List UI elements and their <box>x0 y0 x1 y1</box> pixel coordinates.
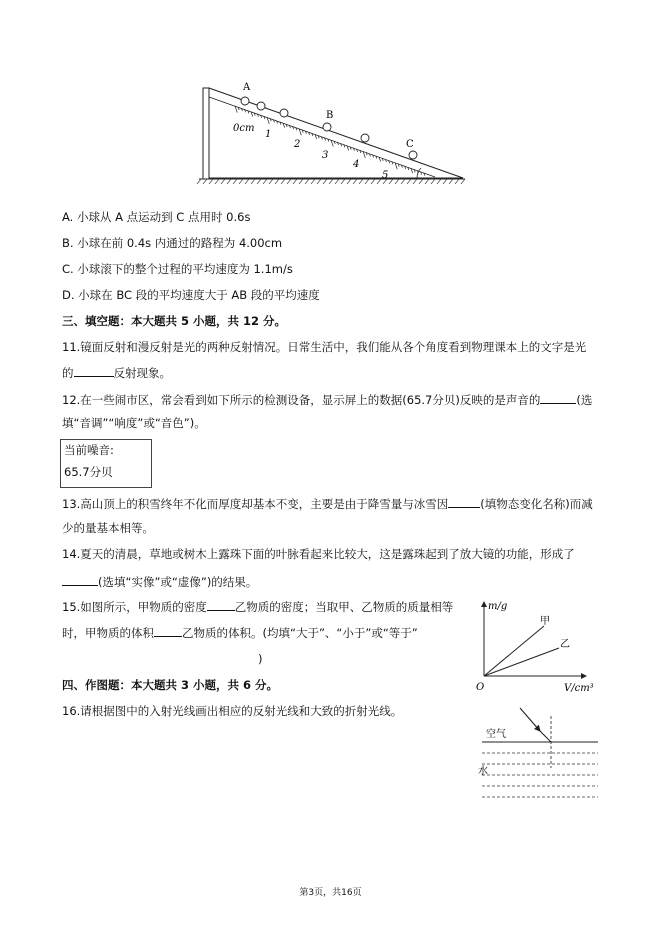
tick-label-0: 0cm <box>233 123 255 134</box>
q16-text: 16.请根据图中的入射光线画出相应的反射光线和大致的折射光线。 <box>62 704 403 718</box>
q11-line2: 的 反射现象。 <box>62 366 171 380</box>
q14-line2: (选填“实像”或“虚像”)的结果。 <box>62 573 257 590</box>
section3-title: 三、填空题：本大题共 5 小题，共 12 分。 <box>62 314 287 328</box>
q13-line2: 少的量基本相等。 <box>62 521 154 535</box>
answer-blank[interactable] <box>62 573 98 586</box>
label-b: B <box>326 110 334 121</box>
page-footer: 第3页，共16页 <box>299 888 362 898</box>
label-c: C <box>406 139 414 150</box>
q15-line3: ) <box>258 652 263 666</box>
series-b-label: 乙 <box>560 639 570 650</box>
q12-line1: 12.在一些闹市区，常会看到如下所示的检测设备，显示屏上的数据(65.7分贝)反映的是声音的 (选 <box>62 393 593 407</box>
option-d: D. 小球在 BC 段的平均速度大于 AB 段的平均速度 <box>62 288 320 302</box>
water-label: 水 <box>478 766 488 777</box>
q14-line1: 14.夏天的清晨，草地或树木上露珠下面的叶脉看起来比较大，这是露珠起到了放大镜的功能，形成了 <box>62 547 575 561</box>
q15-line2: 时，甲物质的体积 乙物质的体积。(均填“大于”、“小于”或“等于” <box>62 626 418 640</box>
x-axis-label: V/cm³ <box>564 683 594 694</box>
answer-blank[interactable] <box>154 624 182 637</box>
option-a: A. 小球从 A 点运动到 C 点用时 0.6s <box>62 210 251 224</box>
mass-volume-graph <box>474 596 594 694</box>
option-c: C. 小球滚下的整个过程的平均速度为 1.1m/s <box>62 262 293 276</box>
answer-blank[interactable] <box>74 364 114 377</box>
origin-label: O <box>476 682 485 693</box>
q15-line1: 15.如图所示，甲物质的密度 乙物质的密度；当取甲、乙物质的质量相等 <box>62 600 454 614</box>
y-axis-label: m/g <box>488 601 508 612</box>
tick-label-5: 5 <box>382 170 389 181</box>
inclined-ramp-figure <box>195 78 470 188</box>
q13-line1: 13.高山顶上的积雪终年不化而厚度却基本不变，主要是由于降雪量与冰雪因 (填物态变化名称)而减 <box>62 497 593 511</box>
air-label: 空气 <box>486 729 506 740</box>
noise-meter-label: 当前噪音: <box>64 443 114 457</box>
q11-line1: 11.镜面反射和漫反射是光的两种反射情况。日常生活中，我们能从各个角度看到物理课本上的文字是光 <box>62 340 587 354</box>
tick-label-2: 2 <box>294 139 301 150</box>
tick-label-1: 1 <box>265 129 272 140</box>
label-a: A <box>243 82 251 93</box>
answer-blank[interactable] <box>207 598 235 611</box>
noise-meter-value: 65.7分贝 <box>64 465 113 479</box>
tick-label-4: 4 <box>353 159 360 170</box>
answer-blank[interactable] <box>540 391 576 404</box>
section4-title: 四、作图题：本大题共 3 小题，共 6 分。 <box>62 678 279 692</box>
answer-blank[interactable] <box>448 495 480 508</box>
refraction-figure <box>474 704 600 800</box>
tick-label-3: 3 <box>322 150 329 161</box>
option-b: B. 小球在前 0.4s 内通过的路程为 4.00cm <box>62 236 283 250</box>
q12-line2: 填“音调”“响度”或“音色”)。 <box>62 416 206 430</box>
noise-meter-display <box>60 439 152 488</box>
series-a-label: 甲 <box>540 616 550 627</box>
